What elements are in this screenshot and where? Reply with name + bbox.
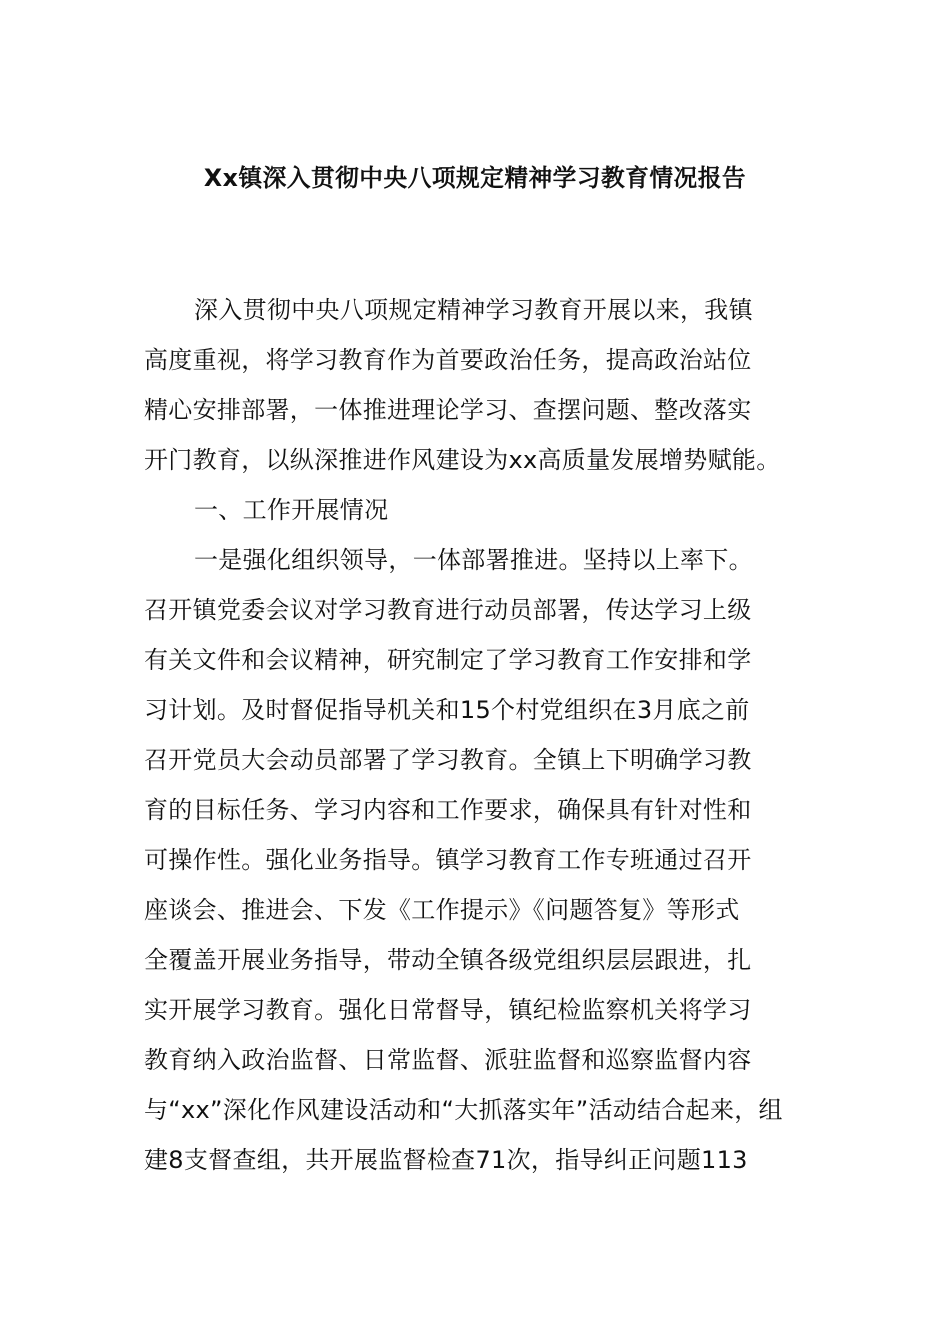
document-title: Xx镇深入贯彻中央八项规定精神学习教育情况报告 xyxy=(203,164,747,192)
paragraph-line: 座谈会、推进会、下发《工作提示》《问题答复》等形式 xyxy=(144,896,740,924)
paragraph-line: 育的目标任务、学习内容和工作要求，确保具有针对性和 xyxy=(144,796,752,824)
paragraph-line: 习计划。及时督促指导机关和15个村党组织在3月底之前 xyxy=(144,696,750,724)
paragraph-line: 开门教育，以纵深推进作风建设为xx高质量发展增势赋能。 xyxy=(144,446,781,474)
paragraph-line: 可操作性。强化业务指导。镇学习教育工作专班通过召开 xyxy=(144,846,752,874)
paragraph-line: 一是强化组织领导，一体部署推进。坚持以上率下。 xyxy=(194,546,753,574)
paragraph-line: 召开党员大会动员部署了学习教育。全镇上下明确学习教 xyxy=(144,746,752,774)
paragraph-line: 召开镇党委会议对学习教育进行动员部署，传达学习上级 xyxy=(144,596,752,624)
paragraph-line: 教育纳入政治监督、日常监督、派驻监督和巡察监督内容 xyxy=(144,1046,752,1074)
paragraph-line: 有关文件和会议精神，研究制定了学习教育工作安排和学 xyxy=(144,646,752,674)
paragraph-line: 精心安排部署，一体推进理论学习、查摆问题、整改落实 xyxy=(144,396,752,424)
paragraph-line: 建8支督查组，共开展监督检查71次，指导纠正问题113 xyxy=(144,1146,748,1174)
paragraph-line: 深入贯彻中央八项规定精神学习教育开展以来，我镇 xyxy=(194,296,753,324)
section-heading: 一、工作开展情况 xyxy=(194,496,389,524)
paragraph-line: 全覆盖开展业务指导，带动全镇各级党组织层层跟进，扎 xyxy=(144,946,752,974)
document-body xyxy=(144,285,824,1185)
paragraph-line: 高度重视，将学习教育作为首要政治任务，提高政治站位 xyxy=(144,346,752,374)
paragraph-line: 实开展学习教育。强化日常督导，镇纪检监察机关将学习 xyxy=(144,996,752,1024)
paragraph-line: 与“xx”深化作风建设活动和“大抓落实年”活动结合起来，组 xyxy=(144,1096,783,1124)
